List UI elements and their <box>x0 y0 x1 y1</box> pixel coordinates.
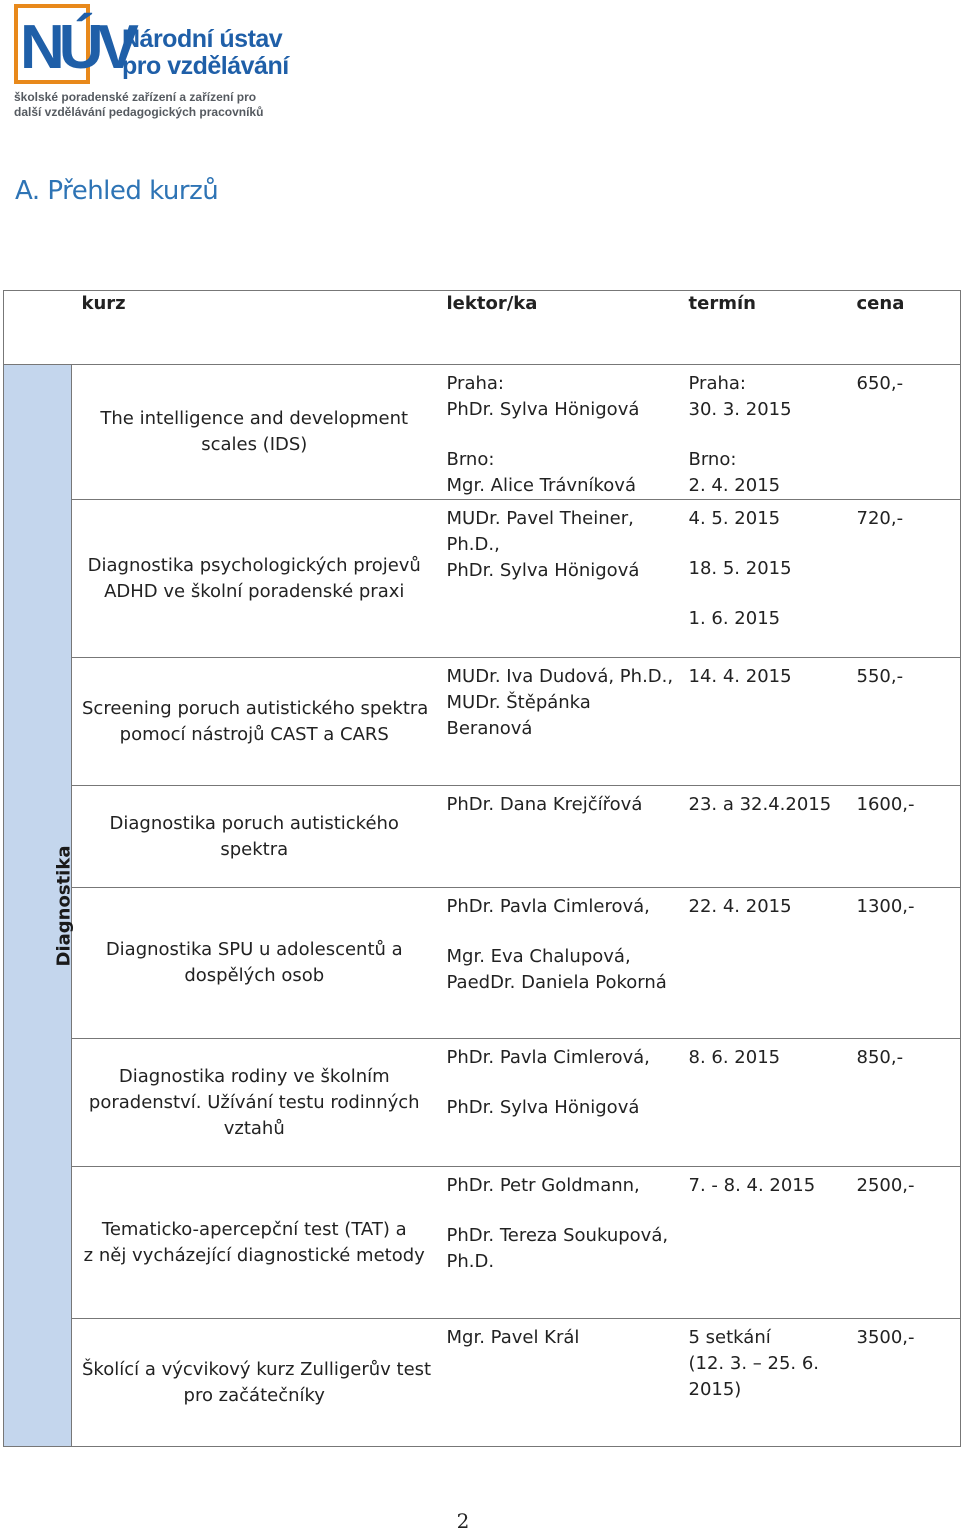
nuv-logo-mark <box>14 4 133 88</box>
course-date-line: (12. 3. – 25. 6. <box>688 1353 820 1374</box>
nuv-logo <box>14 4 294 120</box>
course-price <box>857 786 961 888</box>
logo-name-line-2: pro vzdělávání <box>122 52 289 80</box>
course-price <box>857 1039 961 1167</box>
course-lecturer <box>437 658 689 786</box>
course-date-line: 2. 4. 2015 <box>688 475 781 496</box>
course-name-line: spektra <box>220 838 289 860</box>
course-lecturer <box>437 365 689 500</box>
course-date-line: 1. 6. 2015 <box>688 608 781 629</box>
course-date <box>689 1167 857 1319</box>
course-lecturer-line: PhDr. Tereza Soukupová, <box>446 1225 669 1246</box>
table-row <box>4 658 961 786</box>
course-price <box>857 888 961 1039</box>
course-name <box>72 1319 437 1447</box>
course-date <box>689 786 857 888</box>
course-price-value: 2500,- <box>856 1175 915 1196</box>
course-date <box>689 888 857 1039</box>
course-name-line: Školící a výcvikový kurz Zulligerův test <box>82 1358 432 1380</box>
course-lecturer-line: PhDr. Pavla Cimlerová, <box>446 1047 650 1068</box>
logo-subtitle <box>14 90 294 120</box>
course-price <box>857 1319 961 1447</box>
course-date-line: 4. 5. 2015 <box>688 508 781 529</box>
course-name-line: vztahů <box>223 1117 285 1139</box>
course-lecturer-line: MUDr. Pavel Theiner, <box>446 508 634 529</box>
course-lecturer-line: Mgr. Eva Chalupová, <box>446 946 631 967</box>
course-lecturer-line: Beranová <box>446 718 533 739</box>
logo-name-line-1: Národní ústav <box>122 25 283 53</box>
course-name <box>72 786 437 888</box>
course-date <box>689 500 857 658</box>
course-price <box>857 500 961 658</box>
course-date-line <box>689 423 857 447</box>
course-lecturer <box>437 500 689 658</box>
course-price <box>857 658 961 786</box>
course-lecturer-line: Mgr. Pavel Král <box>446 1327 580 1348</box>
course-name-line: Diagnostika rodiny ve školním <box>118 1065 390 1087</box>
course-name-line: dospělých osob <box>184 965 325 986</box>
section-title: A. Přehled kurzů <box>15 176 219 206</box>
table-row <box>4 365 961 500</box>
course-date-line: Praha: <box>688 373 746 394</box>
course-lecturer <box>437 1319 689 1447</box>
table-row <box>4 1319 961 1447</box>
course-price <box>857 1167 961 1319</box>
table-row <box>4 1167 961 1319</box>
course-lecturer-line: PaedDr. Daniela Pokorná <box>446 972 667 993</box>
course-name <box>72 658 437 786</box>
course-lecturer-line: PhDr. Sylva Hönigová <box>446 399 640 420</box>
course-date-line: 8. 6. 2015 <box>688 1047 781 1068</box>
header-cena: cena <box>857 291 961 365</box>
course-lecturer-line: MUDr. Iva Dudová, Ph.D., <box>446 666 674 687</box>
category-cell <box>4 365 75 1447</box>
course-lecturer <box>437 786 689 888</box>
svg-text:NÚV: NÚV <box>20 13 133 82</box>
course-name-line: Diagnostika poruch autistického <box>109 812 399 834</box>
table-row <box>4 786 961 888</box>
course-name-line: poradenství. Užívání testu rodinných <box>88 1091 420 1113</box>
header-lektor: lektor/ka <box>437 291 689 365</box>
course-lecturer-line: PhDr. Petr Goldmann, <box>446 1175 640 1196</box>
table-row <box>4 1039 961 1167</box>
course-price <box>857 365 961 500</box>
logo-sub-line-2: další vzdělávání pedagogických pracovníků <box>14 105 264 119</box>
course-date-line: 2015) <box>688 1379 742 1400</box>
course-price-value: 720,- <box>856 508 904 529</box>
course-name <box>72 1167 437 1319</box>
course-date-line: 18. 5. 2015 <box>688 558 792 579</box>
course-name-line: Screening poruch autistického spektra <box>82 697 429 719</box>
course-date-line <box>689 582 857 606</box>
course-name-line: The intelligence and development <box>100 408 409 429</box>
course-price-value: 1600,- <box>856 794 915 815</box>
course-price-value: 3500,- <box>856 1327 915 1348</box>
course-date-line: 5 setkání <box>688 1327 771 1348</box>
course-date-line: 7. - 8. 4. 2015 <box>688 1175 816 1196</box>
course-lecturer-line: Ph.D., <box>446 534 500 555</box>
header-kurz: kurz <box>72 291 437 365</box>
course-date-line: Brno: <box>688 449 737 470</box>
logo-institution-name <box>122 26 297 80</box>
logo-sub-line-1: školské poradenské zařízení a zařízení pro <box>14 90 257 104</box>
course-lecturer-line <box>447 1071 689 1095</box>
course-price-value: 850,- <box>856 1047 904 1068</box>
course-name-line: pro začátečníky <box>183 1384 325 1406</box>
course-lecturer-line <box>447 1199 689 1223</box>
course-lecturer-line <box>447 423 689 447</box>
course-name <box>72 888 437 1039</box>
course-name-line: scales (IDS) <box>201 434 308 455</box>
course-date <box>689 1319 857 1447</box>
category-label: Diagnostika <box>53 845 75 966</box>
header-termin: termín <box>689 291 857 365</box>
course-lecturer-line: Ph.D. <box>446 1251 495 1272</box>
course-date <box>689 365 857 500</box>
course-lecturer-line: Praha: <box>446 373 504 394</box>
table-row <box>4 888 961 1039</box>
course-date-line <box>689 532 857 556</box>
course-lecturer-line: PhDr. Sylva Hönigová <box>446 1097 640 1118</box>
table-header-row <box>4 291 961 365</box>
course-date <box>689 658 857 786</box>
course-lecturer-line: Mgr. Alice Trávníková <box>446 475 636 496</box>
course-lecturer <box>437 1167 689 1319</box>
course-date-line: 30. 3. 2015 <box>688 399 792 420</box>
course-name <box>72 1039 437 1167</box>
course-lecturer <box>437 1039 689 1167</box>
course-date-line: 23. a 32.4.2015 <box>688 794 832 815</box>
course-lecturer-line: PhDr. Dana Krejčířová <box>446 794 643 815</box>
course-date-line: 14. 4. 2015 <box>688 666 792 687</box>
course-price-value: 650,- <box>856 373 904 394</box>
table-row <box>4 500 961 658</box>
course-date-line: 22. 4. 2015 <box>688 896 792 917</box>
course-lecturer-line: PhDr. Sylva Hönigová <box>446 560 640 581</box>
course-lecturer-line: Brno: <box>446 449 495 470</box>
course-price-value: 1300,- <box>856 896 915 917</box>
course-name-line: Diagnostika SPU u adolescentů a <box>105 939 403 960</box>
course-name <box>72 500 437 658</box>
course-lecturer-line: MUDr. Štěpánka <box>446 692 591 713</box>
course-name-line: Diagnostika psychologických projevů <box>87 554 421 576</box>
course-overview-table <box>3 290 961 1447</box>
course-name-line: Tematicko-apercepční test (TAT) a <box>101 1218 407 1240</box>
course-name-line: z něj vycházející diagnostické metody <box>83 1244 425 1266</box>
course-name-line: ADHD ve školní poradenské praxi <box>104 580 405 602</box>
page-number: 2 <box>456 1509 470 1533</box>
course-lecturer-line <box>447 920 689 944</box>
course-date <box>689 1039 857 1167</box>
course-lecturer <box>437 888 689 1039</box>
course-lecturer-line: PhDr. Pavla Cimlerová, <box>446 896 650 917</box>
course-name <box>72 365 437 500</box>
course-price-value: 550,- <box>856 666 904 687</box>
course-name-line: pomocí nástrojů CAST a CARS <box>119 723 389 745</box>
